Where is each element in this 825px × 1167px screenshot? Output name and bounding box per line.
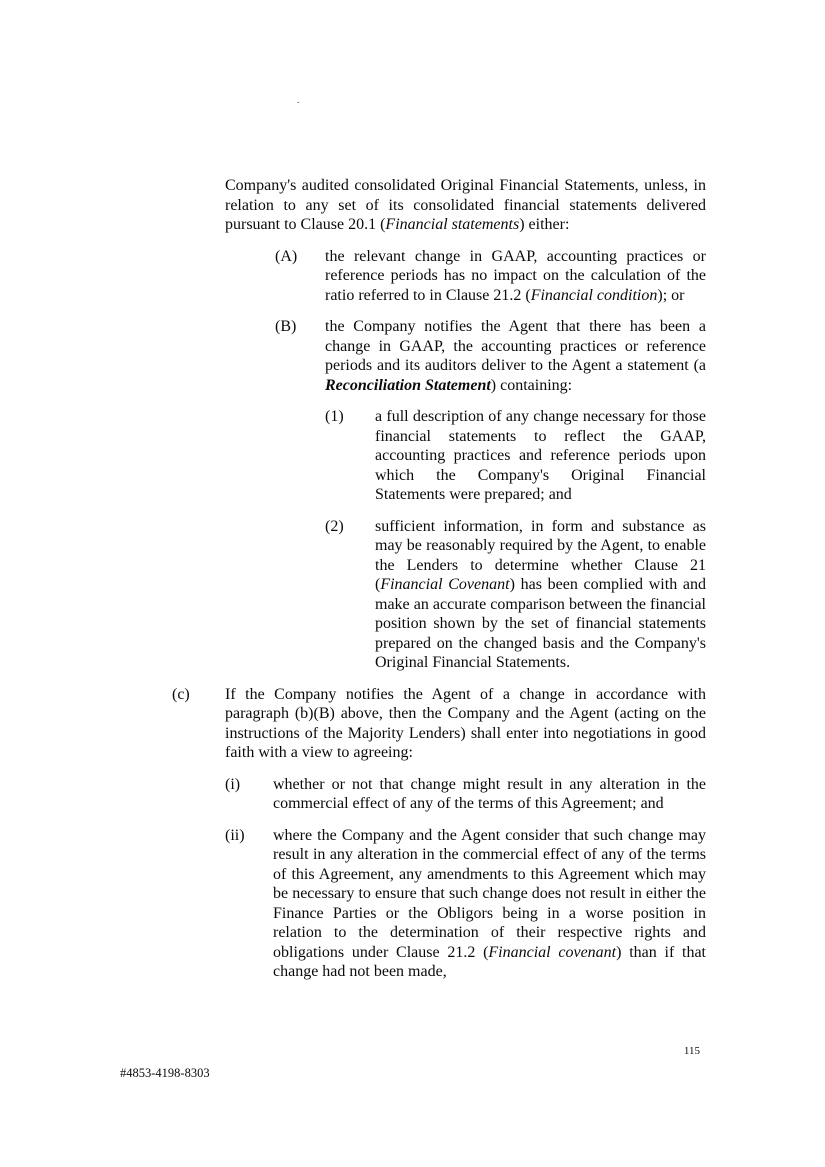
clause-text: the relevant change in GAAP, accounting practices or reference periods has no impact on the calculation of the ratio referred to in Clause 21.2 (Financial condition); or <box>325 247 706 304</box>
clause-text: whether or not that change might result in any alteration in the commercial effect of any of the terms of this Agreement; and <box>273 775 706 812</box>
document-body <box>0 176 825 994</box>
clause-b-continuation <box>225 176 825 235</box>
clause-label: (B) <box>275 318 297 335</box>
stray-ink-mark: . <box>297 95 300 105</box>
clause-B <box>275 317 825 395</box>
clause-c <box>172 685 825 763</box>
clause-text: sufficient information, in form and substance as may be reasonably required by the Agent, to enable the Lenders to determine whether Clause 21 (Financial Covenant) has been complied with and make an accurate comparison between the financial position shown by the set of financial statements prepared on the changed basis and the Company's Original Financial Statements. <box>375 517 706 671</box>
clause-A <box>275 247 825 306</box>
clause-label: (c) <box>172 685 190 703</box>
clause-text: a full description of any change necessary for those financial statements to reflect the GAAP, accounting practices and reference periods upon which the Company's Original Financial Statements were prepared; and <box>375 408 706 503</box>
clause-label: (ii) <box>225 826 245 844</box>
clause-1 <box>325 407 825 505</box>
clause-text: If the Company notifies the Agent of a change in accordance with paragraph (b)(B) above, then the Company and the Agent (acting on the instructions of the Majority Lenders) shall enter into negotiations in good faith with a view to agreeing: <box>225 685 706 761</box>
clause-label: (A) <box>275 247 298 265</box>
clause-i <box>225 775 825 814</box>
clause-text: where the Company and the Agent consider that such change may result in any alteration in the commercial effect of any of the terms of this Agreement, any amendments to this Agreement which may be necessary to ensure that such change does not result in either the Finance Parties or the Obligors being in a worse position in relation to the determination of their respective rights and obligations under Clause 21.2 (Financial covenant) than if that change had not been made, <box>273 826 707 980</box>
page-number: 115 <box>683 1045 700 1057</box>
clause-2 <box>325 517 825 673</box>
clause-text: Company's audited consolidated Original Financial Statements, unless, in relation to any set of its consolidated financial statements delivered pursuant to Clause 20.1 (Financial statements) either: <box>225 177 706 233</box>
clause-ii <box>225 826 825 982</box>
clause-label: (1) <box>325 408 344 425</box>
clause-label: (i) <box>225 775 241 793</box>
document-id-stamp: #4853-4198-8303 <box>120 1066 210 1080</box>
clause-label: (2) <box>325 517 344 535</box>
clause-text: the Company notifies the Agent that there has been a change in GAAP, the accounting practices or reference periods and its auditors deliver to the Agent a statement (a Reconciliation Statement) containing: <box>325 318 706 394</box>
